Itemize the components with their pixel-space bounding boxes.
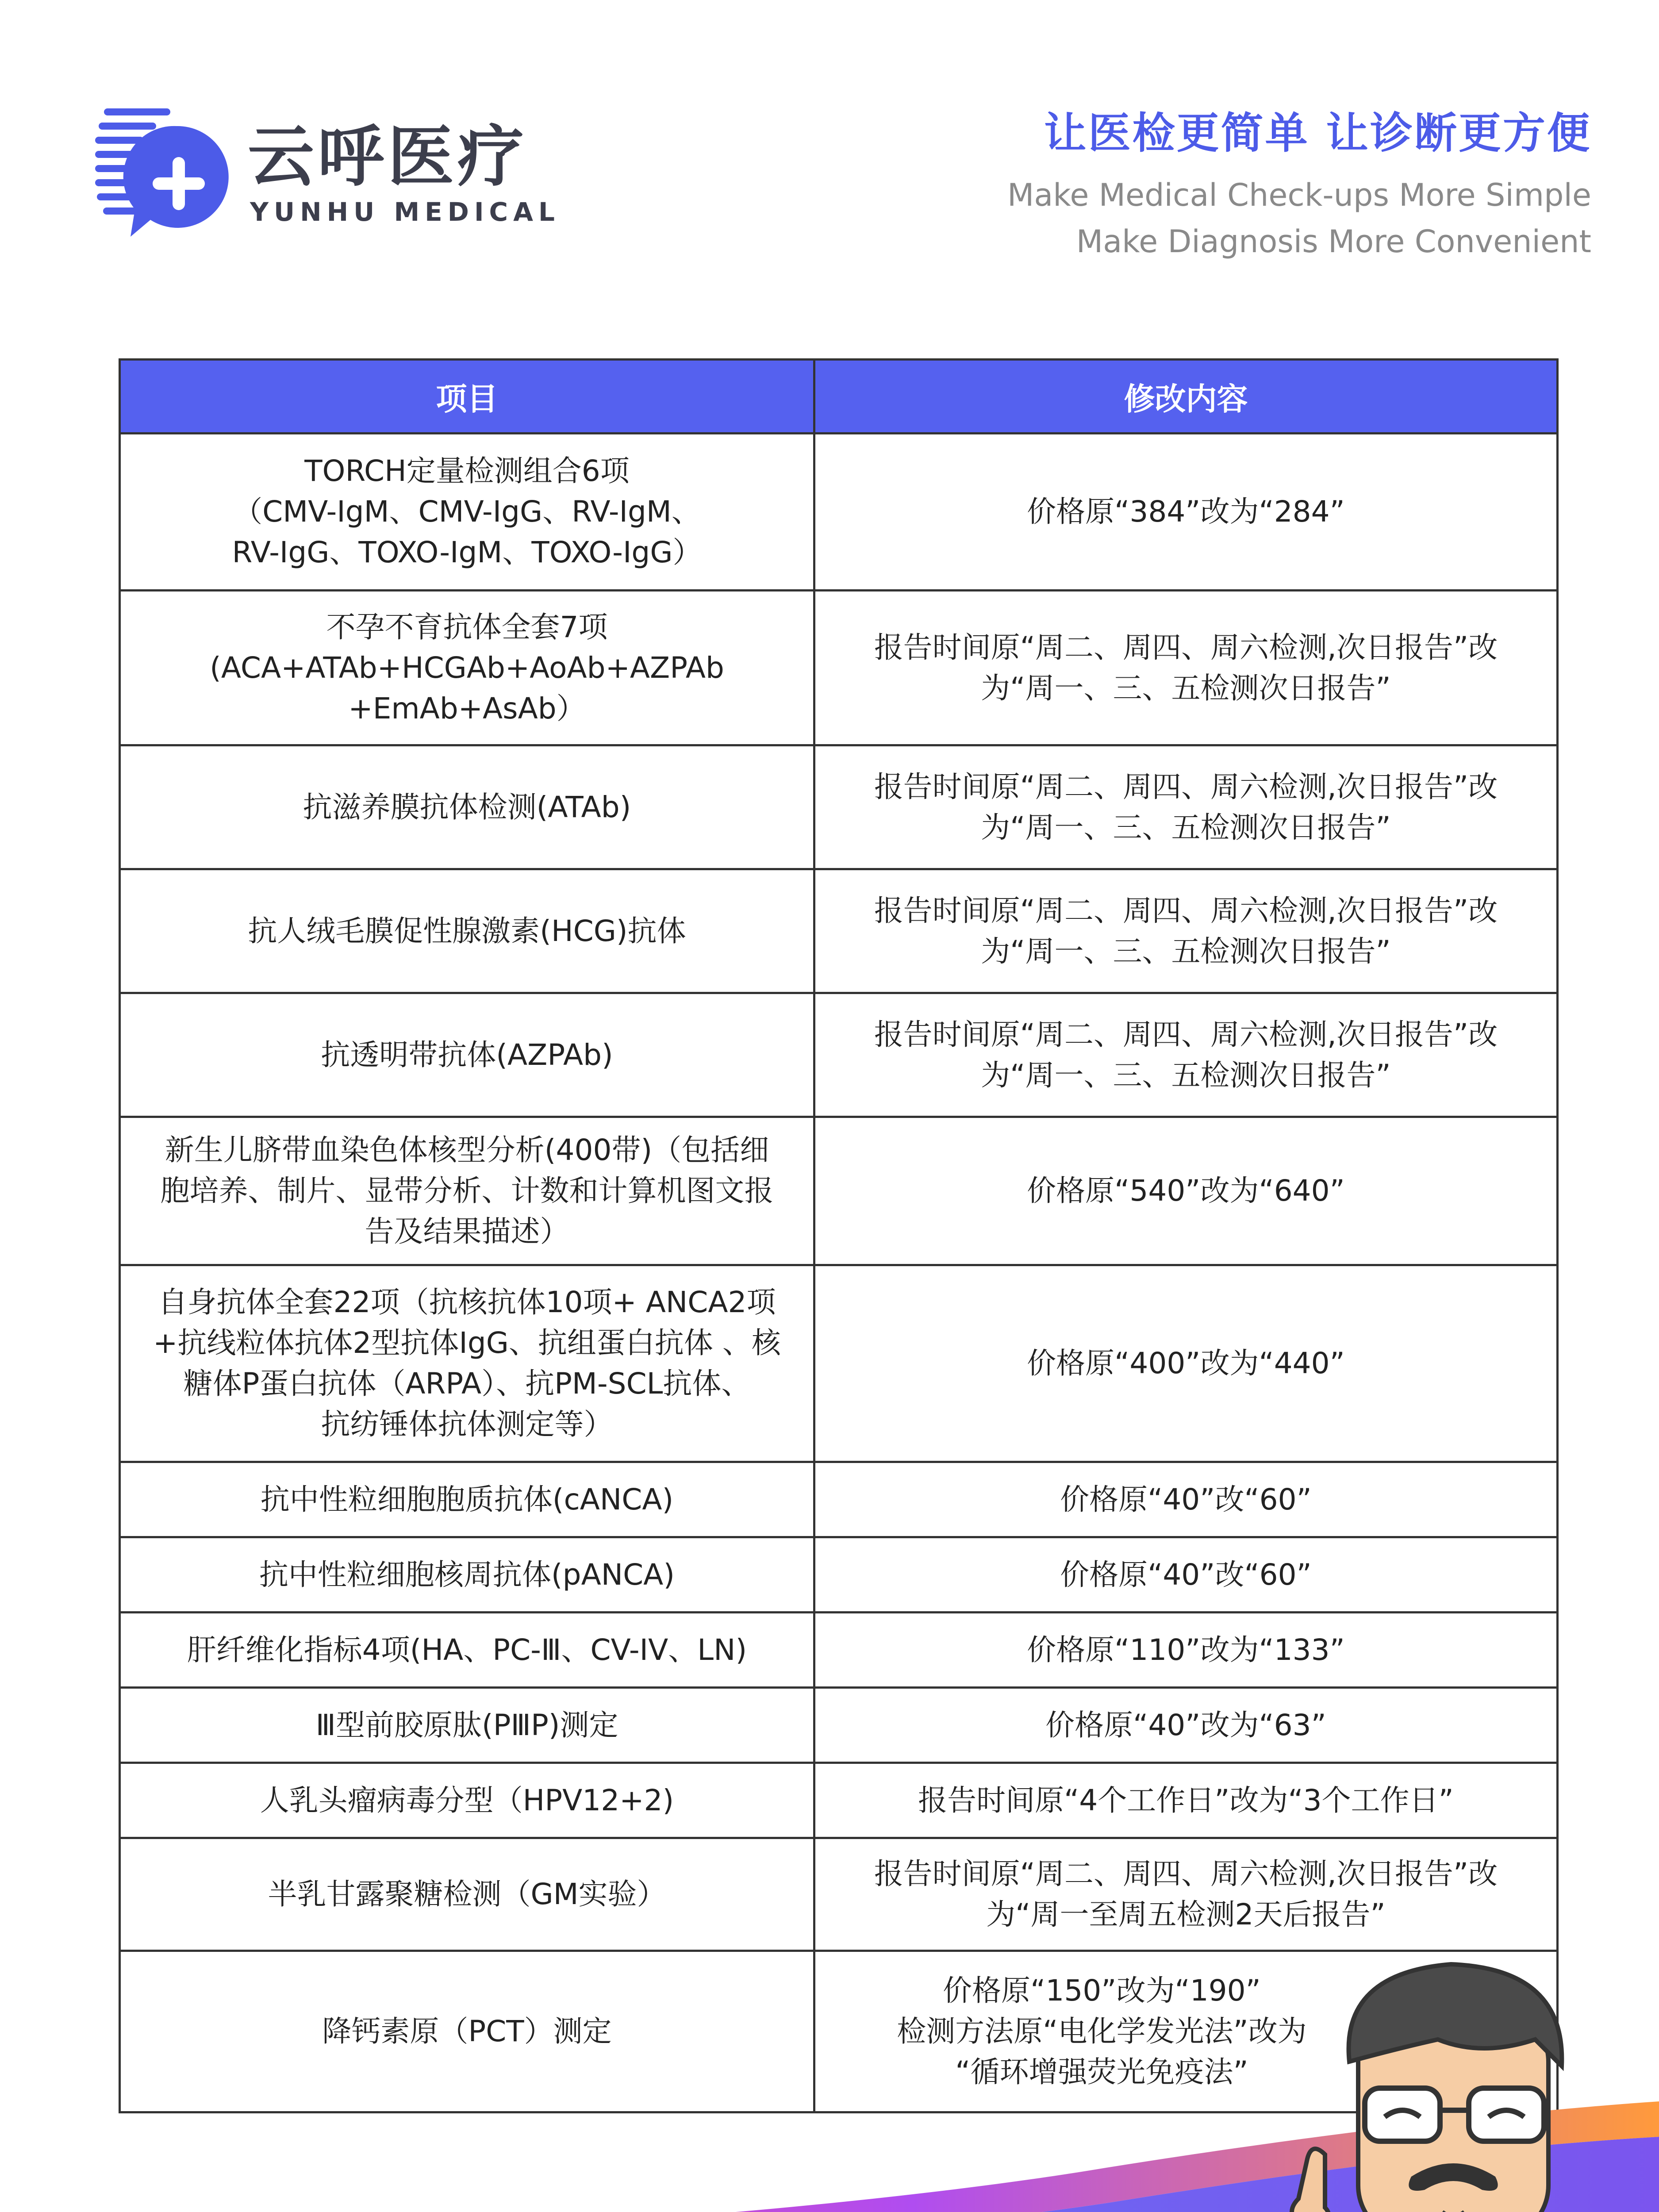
table-row [120,434,1558,591]
brand-name-cn: 云呼医疗 [248,119,528,196]
change-cell: 价格原“40”改为“63” [814,1688,1558,1763]
column-header-item: 项目 [120,360,814,434]
item-cell: Ⅲ型前胶原肽(PⅢP)测定 [120,1688,814,1763]
slogan-en-line1: Make Medical Check-ups More Simple [1007,177,1591,213]
column-header-change: 修改内容 [814,360,1558,434]
table-row [120,1462,1558,1537]
change-cell: 报告时间原“周二、周四、周六检测,次日报告”改 为“周一、三、五检测次日报告” [814,993,1558,1117]
item-cell: 新生儿脐带血染色体核型分析(400带)（包括细 胞培养、制片、显带分析、计数和计算机图文报 告及结果描述） [120,1117,814,1265]
change-cell: 报告时间原“周二、周四、周六检测,次日报告”改 为“周一、三、五检测次日报告” [814,869,1558,993]
brand-logo [95,108,560,241]
table-row [120,1265,1558,1462]
table-row [120,1763,1558,1838]
slogan-cn: 让医检更简单 让诊断更方便 [1044,108,1591,158]
item-cell: 降钙素原（PCT）测定 [120,1951,814,2112]
table-row [120,1613,1558,1688]
slogan-en-line2: Make Diagnosis More Convenient [1076,223,1591,260]
item-cell: 半乳甘露聚糖检测（GM实验） [120,1838,814,1951]
change-cell: 价格原“150”改为“190” 检测方法原“电化学发光法”改为 “循环增强荧光免疫法” [814,1951,1558,2112]
change-cell: 价格原“40”改“60” [814,1462,1558,1537]
table-row [120,1537,1558,1613]
doctor-mascot-icon [1283,1947,1624,2212]
item-cell: 自身抗体全套22项（抗核抗体10项+ ANCA2项 +抗线粒体抗体2型抗体IgG、抗组蛋白抗体 、核 糖体P蛋白抗体（ARPA）、抗PM-SCL抗体、 抗纺锤体抗体测定等） [120,1265,814,1462]
item-cell: 抗滋养膜抗体检测(ATAb) [120,745,814,869]
change-cell: 报告时间原“周二、周四、周六检测,次日报告”改 为“周一至周五检测2天后报告” [814,1838,1558,1951]
item-cell: 不孕不育抗体全套7项 (ACA+ATAb+HCGAb+AoAb+AZPAb +EmAb+AsAb） [120,591,814,745]
change-cell: 价格原“110”改为“133” [814,1613,1558,1688]
change-cell: 报告时间原“4个工作日”改为“3个工作日” [814,1763,1558,1838]
item-cell: 肝纤维化指标4项(HA、PC-Ⅲ、CV-IV、LN) [120,1613,814,1688]
table-header-row [120,360,1558,434]
item-cell: TORCH定量检测组合6项 （CMV-IgM、CMV-IgG、RV-IgM、 RV-IgG、TOXO-IgM、TOXO-IgG） [120,434,814,591]
change-cell: 报告时间原“周二、周四、周六检测,次日报告”改 为“周一、三、五检测次日报告” [814,591,1558,745]
change-cell: 价格原“400”改为“440” [814,1265,1558,1462]
change-cell: 价格原“40”改“60” [814,1537,1558,1613]
item-cell: 人乳头瘤病毒分型（HPV12+2) [120,1763,814,1838]
table-row [120,591,1558,745]
change-cell: 报告时间原“周二、周四、周六检测,次日报告”改 为“周一、三、五检测次日报告” [814,745,1558,869]
brand-name-en: YUNHU MEDICAL [250,197,560,227]
changes-table [119,358,1559,2113]
change-cell: 价格原“384”改为“284” [814,434,1558,591]
item-cell: 抗中性粒细胞胞质抗体(cANCA) [120,1462,814,1537]
table-row [120,745,1558,869]
item-cell: 抗中性粒细胞核周抗体(pANCA) [120,1537,814,1613]
item-cell: 抗透明带抗体(AZPAb) [120,993,814,1117]
change-cell: 价格原“540”改为“640” [814,1117,1558,1265]
item-cell: 抗人绒毛膜促性腺激素(HCG)抗体 [120,869,814,993]
table-row [120,1688,1558,1763]
yunhu-logo-icon [95,108,232,241]
table-row [120,1117,1558,1265]
table-row [120,1838,1558,1951]
table-row [120,869,1558,993]
table-row [120,993,1558,1117]
